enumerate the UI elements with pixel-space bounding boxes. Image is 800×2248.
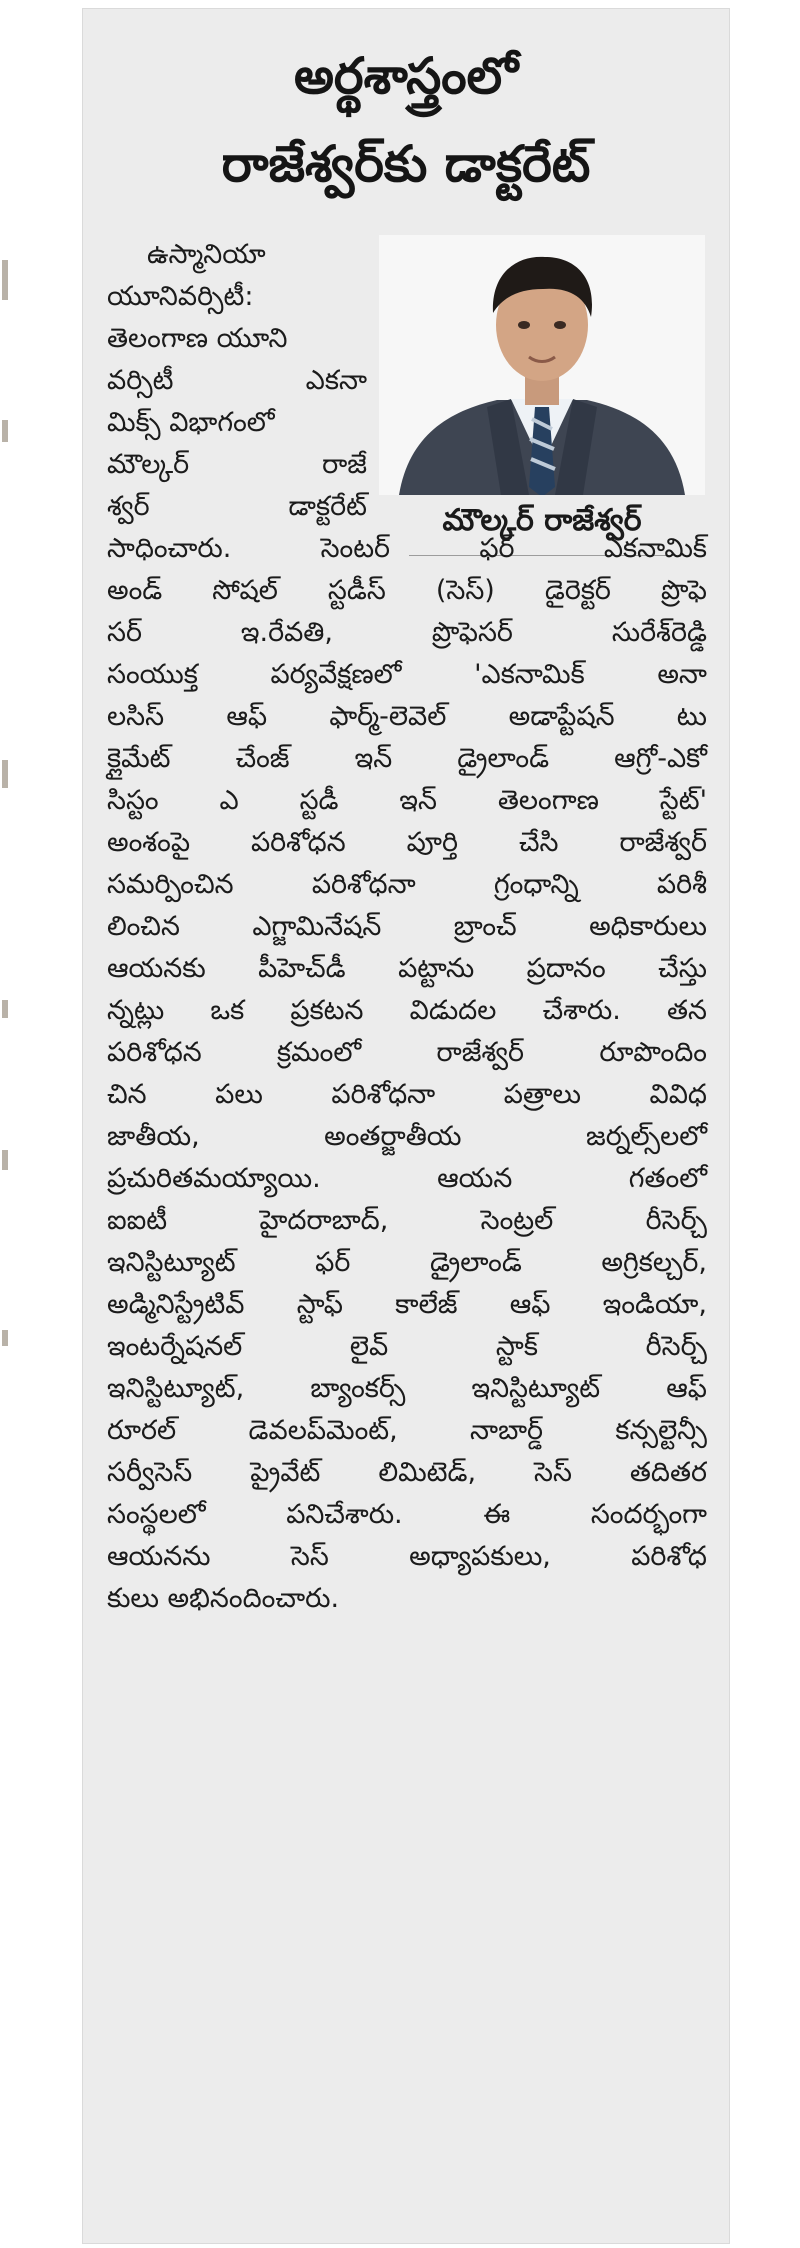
body-line: సర్ ఇ.రేవతి, ప్రొఫెసర్ సురేశ్‌రెడ్డి	[107, 617, 707, 648]
body-line: సిస్టం ఎ స్టడీ ఇన్ తెలంగాణ స్టేట్'	[107, 785, 707, 816]
body-line: కులు అభినందించారు.	[107, 1583, 340, 1614]
body-line: శ్వర్ డాక్టరేట్	[107, 491, 367, 522]
body-line: సాధించారు. సెంటర్ ఫర్ ఎకనామిక్	[107, 533, 707, 564]
body-line: అంశంపై పరిశోధన పూర్తి చేసి రాజేశ్వర్	[107, 827, 707, 858]
person-portrait-icon	[379, 235, 705, 495]
body-line: పరిశోధన క్రమంలో రాజేశ్వర్ రూపొందిం	[107, 1037, 707, 1068]
body-line: ఇనిస్టిట్యూట్ ఫర్ డ్రైలాండ్ అగ్రికల్చర్,	[107, 1247, 707, 1278]
body-line: అడ్మినిస్ట్రేటివ్ స్టాఫ్ కాలేజ్ ఆఫ్ ఇండియా,	[107, 1289, 707, 1320]
body-line: లసిస్ ఆఫ్ ఫార్మ్-లెవెల్ అడాప్టేషన్ టు	[107, 701, 707, 732]
body-line: అండ్ సోషల్ స్టడీస్ (సెస్) డైరెక్టర్ ప్రొఫె	[107, 575, 707, 606]
body-line: యూనివర్సిటీ:	[107, 281, 254, 312]
body-line: మిక్స్ విభాగంలో	[107, 407, 275, 438]
body-line: సమర్పించిన పరిశోధనా గ్రంధాన్ని పరిశీ	[107, 869, 707, 900]
body-line: వర్సిటీ ఎకనా	[107, 365, 367, 396]
adjacent-column-edge	[0, 0, 14, 2248]
photo-block	[379, 235, 705, 569]
body-line: చిన పలు పరిశోధనా పత్రాలు వివిధ	[107, 1079, 707, 1110]
body-line: ఐఐటీ హైదరాబాద్, సెంట్రల్ రీసెర్చ్	[107, 1205, 707, 1236]
body-line: మౌల్కర్ రాజే	[107, 449, 367, 480]
body-line: రూరల్ డెవలప్‌మెంట్, నాబార్డ్ కన్సల్టెన్సీ	[107, 1415, 707, 1446]
body-line: న్నట్లు ఒక ప్రకటన విడుదల చేశారు. తన	[107, 995, 707, 1026]
body-line: క్లైమేట్ చేంజ్ ఇన్ డ్రైలాండ్ ఆగ్రో-ఎకో	[107, 743, 707, 774]
body-line: ఇంటర్నేషనల్ లైవ్ స్టాక్ రీసెర్చ్	[107, 1331, 707, 1362]
body-line: ఇనిస్టిట్యూట్, బ్యాంకర్స్ ఇనిస్టిట్యూట్ ఆఫ్	[107, 1373, 707, 1404]
photo-caption: మౌల్కర్ రాజేశ్వర్	[442, 503, 642, 538]
body-line: సంస్థలలో పనిచేశారు. ఈ సందర్భంగా	[107, 1499, 707, 1530]
body-line: సంయుక్త పర్యవేక్షణలో 'ఎకనామిక్ అనా	[107, 659, 707, 690]
body-line: జాతీయ, అంతర్జాతీయ జర్నల్స్‌లలో	[107, 1121, 707, 1152]
headline-line-1: అర్థశాస్త్రంలో	[293, 47, 519, 105]
body-line: ఆయనకు పీహెచ్‌డీ పట్టాను ప్రదానం చేస్తు	[107, 953, 707, 984]
body-line: లించిన ఎగ్జామినేషన్ బ్రాంచ్ అధికారులు	[107, 911, 707, 942]
body-line: ఉస్మానియా	[147, 239, 266, 270]
news-article	[82, 8, 730, 2244]
headline-line-2: రాజేశ్వర్‌కు డాక్టరేట్	[221, 135, 591, 193]
body-line: ప్రచురితమయ్యాయి. ఆయన గతంలో	[107, 1163, 707, 1194]
body-line: తెలంగాణ యూని	[107, 323, 288, 354]
body-line: సర్వీసెస్ ప్రైవేట్ లిమిటెడ్, సెస్ తదితర	[107, 1457, 707, 1488]
body-line: ఆయనను సెస్ అధ్యాపకులు, పరిశోధ	[107, 1541, 707, 1572]
